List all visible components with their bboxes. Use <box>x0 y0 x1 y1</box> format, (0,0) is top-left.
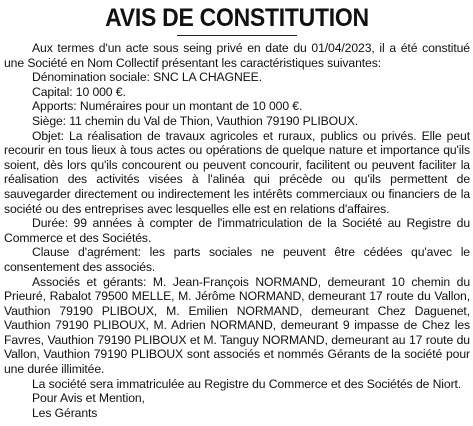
intro-paragraph: Aux termes d'un acte sous seing privé en date du 01/04/2023, il a été constitué une Société en Nom Collectif présentant les caractéristiques suivantes: <box>4 41 470 70</box>
registration-paragraph: La société sera immatriculée au Registre du Commerce et des Sociétés de Niort. <box>32 376 462 391</box>
purpose-paragraph: Objet: La réalisation de travaux agricoles et ruraux, publics ou privés. Elle peut recourir en tous lieux à tous actes ou opérations de quelque nature et importance qu'ils soient, dès lors qu'ils concourent ou peuvent concourir, facilitent ou peuvent faciliter la réalisation des activités visées à l'alinéa qui précède ou qu'ils permettent de sauvegarder directement ou indirectement les intérêts commerciaux ou financiers de la société ou des entreprises avec lesquelles elle est en relations d'affaires. <box>4 128 470 216</box>
approval-clause-paragraph: Clause d'agrément: les parts sociales ne peuvent être cédées qu'avec le consentement des associés. <box>4 245 470 274</box>
contributions-line: Apports: Numéraires pour un montant de 10 000 €. <box>32 99 303 114</box>
partners-managers-paragraph: Associés et gérants: M. Jean-François NORMAND, demeurant 10 chemin du Prieuré, Rabalot 79500 MELLE, M. Jérôme NORMAND, demeurant 17 route du Vallon, Vauthion 79190 PLIBOUX, M. Emilien NORMAND, demeurant Chez Daguenet, Vauthion 79190 PLIBOUX, M. Adrien NORMAND, demeurant 9 impasse de Chez les Favres, Vauthion 79190 PLIBOUX et M. Tanguy NORMAND, demeurant au 17 route du Vallon, Vauthion 79190 PLIBOUX sont associés et nommés Gérants de la société pour une durée illimitée. <box>4 274 470 377</box>
head-office-line: Siège: 11 chemin du Val de Thion, Vauthion 79190 PLIBOUX. <box>32 113 359 128</box>
capital-line: Capital: 10 000 €. <box>32 84 126 99</box>
company-name-line: Dénomination sociale: SNC LA CHAGNEE. <box>32 70 262 85</box>
notice-title: AVIS DE CONSTITUTION <box>105 4 369 32</box>
closing-line: Pour Avis et Mention, <box>32 391 145 406</box>
notice-body <box>4 41 470 420</box>
duration-paragraph: Durée: 99 années à compter de l'immatriculation de la Société au Registre du Commerce et des Sociétés. <box>4 216 470 245</box>
title-underline <box>177 35 297 36</box>
signature-line: Les Gérants <box>32 405 98 420</box>
